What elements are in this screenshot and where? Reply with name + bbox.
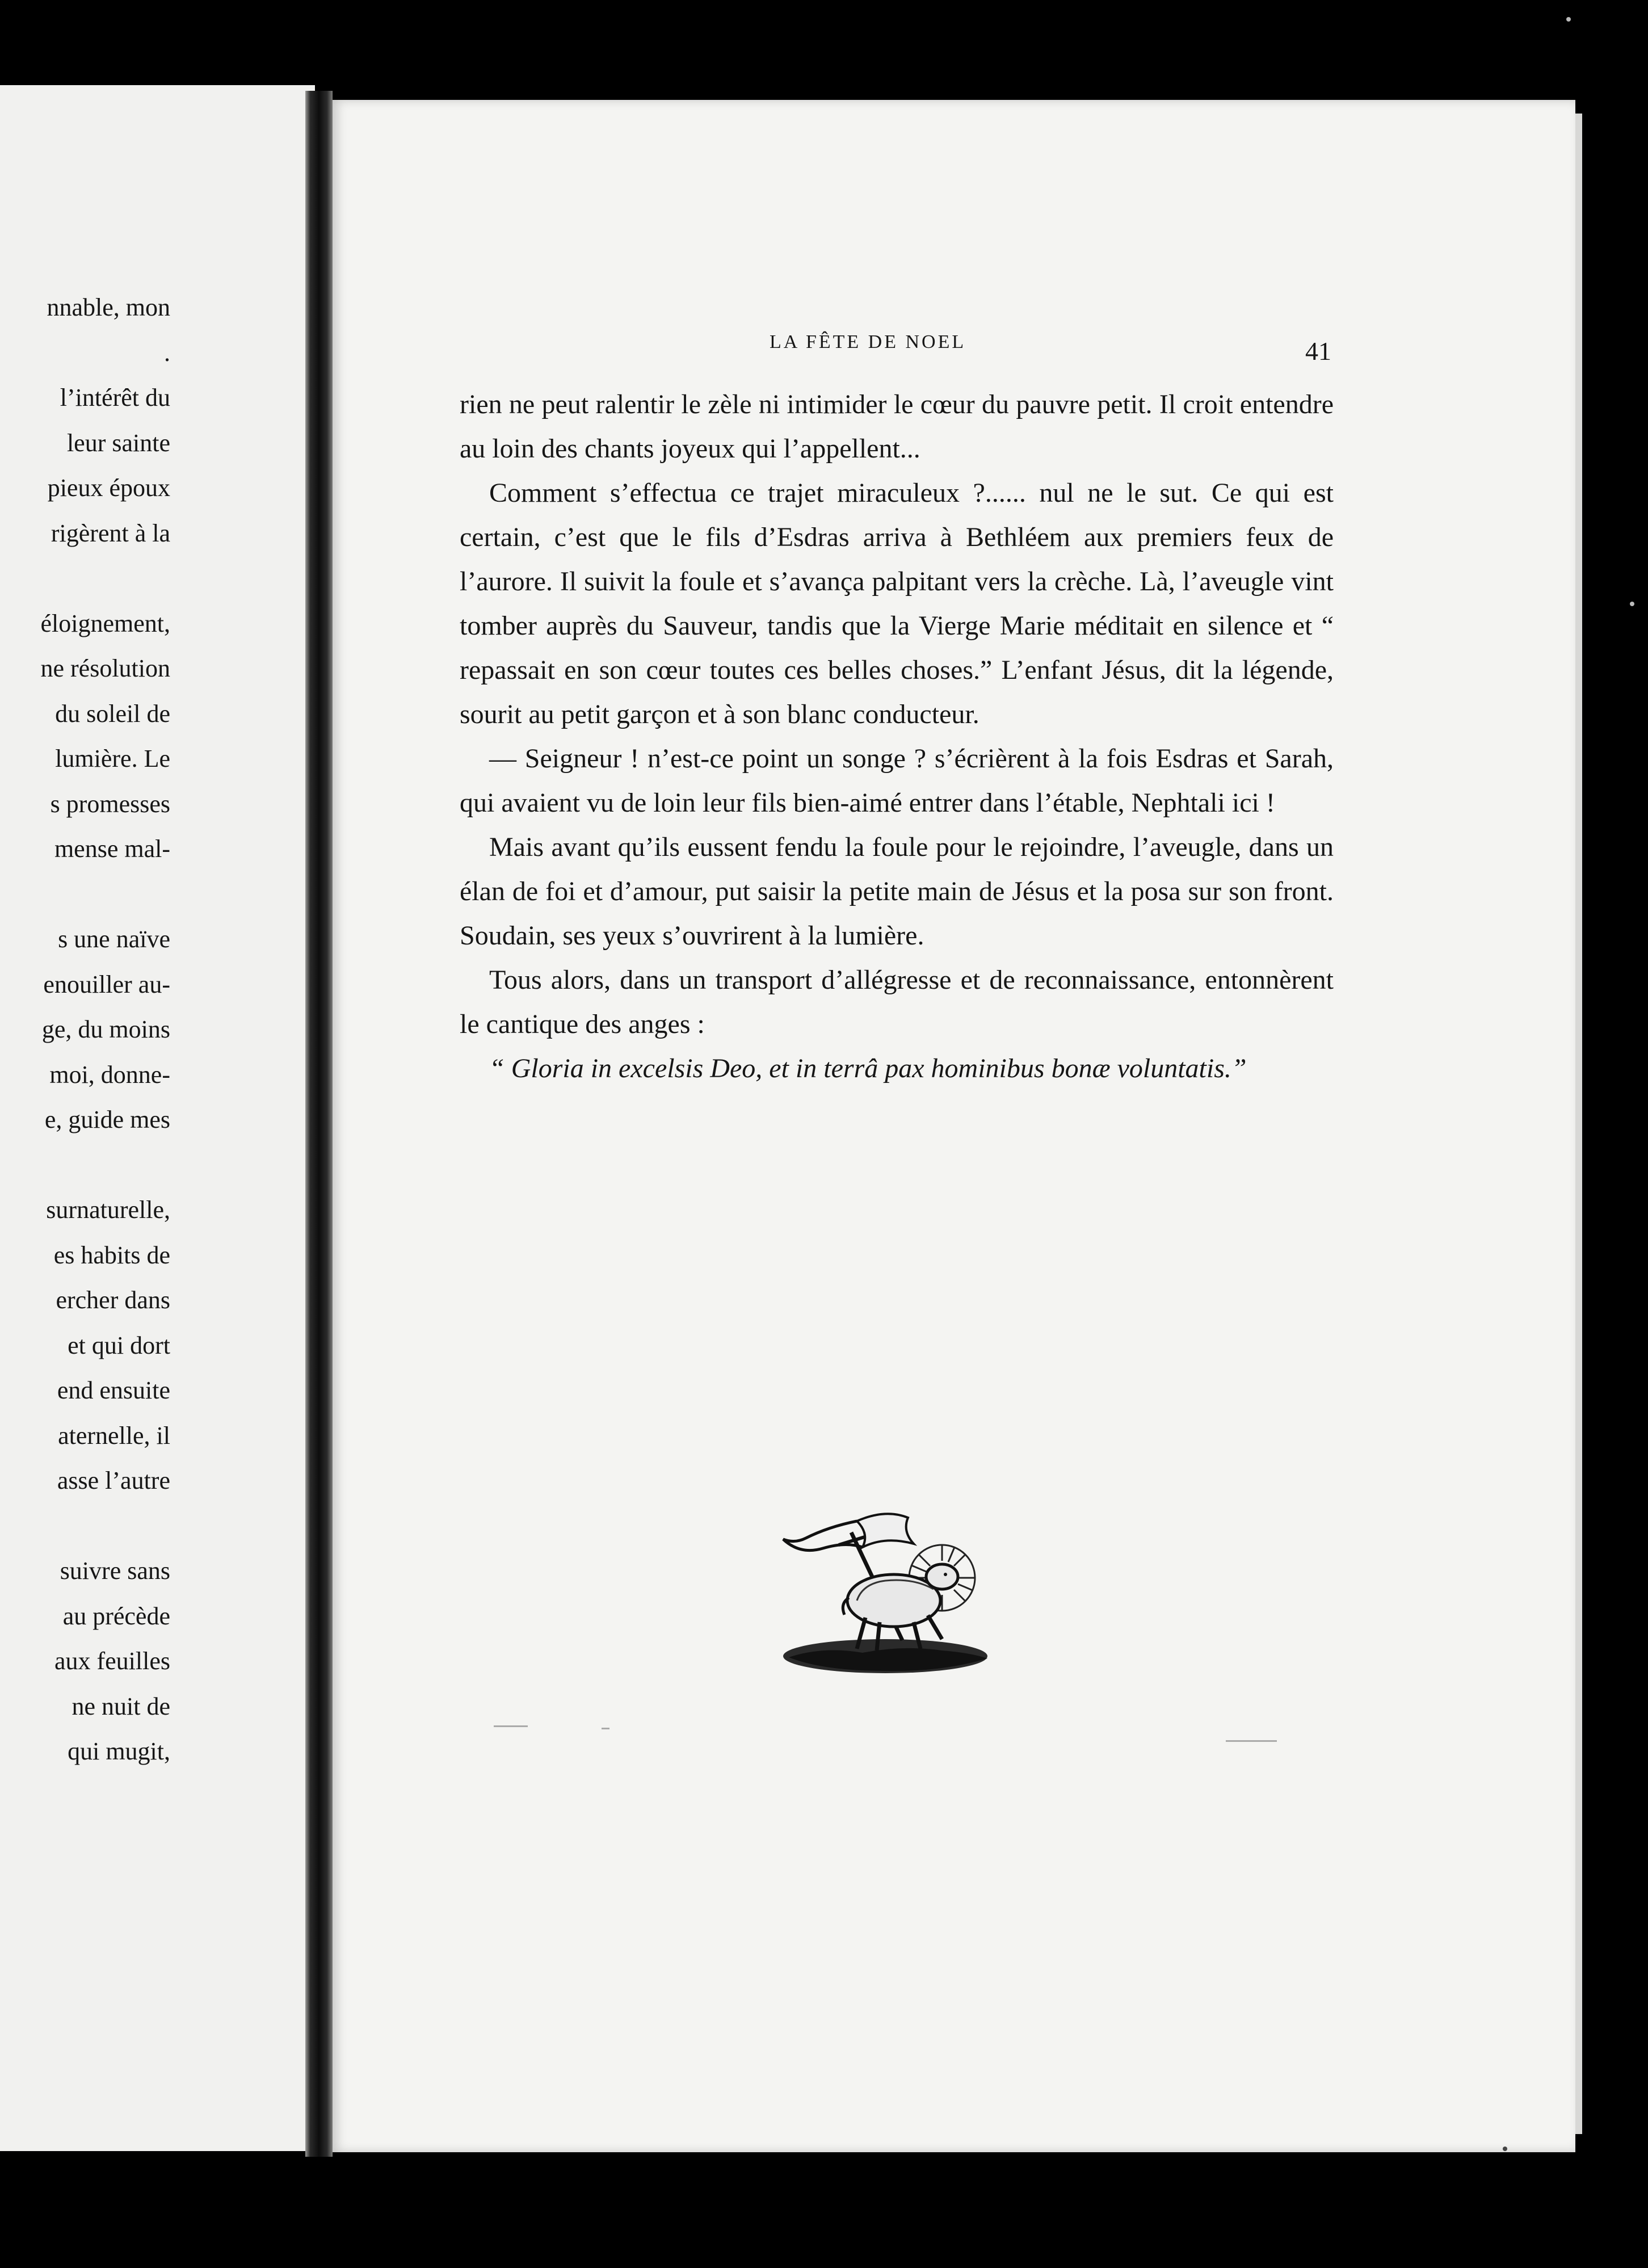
latin-quote: “ Gloria in excelsis Deo, et in terrâ pax hominibus bonæ voluntatis.”: [489, 1053, 1247, 1083]
paragraph-2: Comment s’effectua ce trajet miraculeux ?...... nul ne le sut. Ce qui est certain, c’est que le fils d’Esdras arriva à Bethléem aux premiers feux de l’aurore. Il suivit la foule et s’avança palpitant vers la crèche. Là, l’aveugle vint tomber auprès du Sauveur, tandis que la Vierge Marie méditait en silence et “ repassait en son cœur toutes ces belles choses.” L’enfant Jésus, dit la légende, sourit au petit garçon et à son blanc conducteur.: [460, 478, 1334, 729]
left-page-line: moi, donne-: [49, 1060, 170, 1089]
left-page-line: aternelle, il: [58, 1421, 170, 1450]
page-speck: [602, 1728, 609, 1729]
left-page-line: pieux époux: [47, 474, 170, 502]
left-page-line: ne nuit de: [72, 1692, 170, 1720]
paragraph-5: Tous alors, dans un transport d’allégresse et de reconnaissance, entonnèrent le cantique des anges :: [460, 965, 1334, 1039]
scan-speck: [1566, 17, 1571, 22]
left-page-line: enouiller au-: [43, 970, 170, 998]
left-page-line: asse l’autre: [57, 1467, 170, 1494]
agnus-dei-lamb-icon: [772, 1504, 999, 1686]
left-page-line: s une naïve: [58, 925, 170, 953]
left-page-line: mense mal-: [54, 835, 170, 863]
page-speck: [1226, 1740, 1277, 1742]
left-page-line: éloignement,: [40, 609, 170, 637]
left-page-line: es habits de: [53, 1241, 170, 1269]
left-page-line: au précède: [62, 1602, 170, 1630]
left-page-line: end ensuite: [57, 1376, 170, 1404]
paragraph-4: Mais avant qu’ils eussent fendu la foule pour le rejoindre, l’aveugle, dans un élan de foi et d’amour, put saisir la petite main de Jésus et la posa sur son front. Soudain, ses yeux s’ouvrirent à la lumière.: [460, 832, 1334, 951]
left-page-line: .: [164, 338, 170, 367]
left-page-line: nnable, mon: [47, 293, 170, 321]
paragraph-1: rien ne peut ralentir le zèle ni intimider le cœur du pauvre petit. Il croit entendre au loin des chants joyeux qui l’appellent...: [460, 389, 1334, 464]
left-page-line: s promesses: [50, 789, 170, 818]
left-page-line: aux feuilles: [54, 1647, 170, 1675]
paragraph-3: — Seigneur ! n’est-ce point un songe ? s’écrièrent à la fois Esdras et Sarah, qui avaient vu de loin leur fils bien-aimé entrer dans l’étable, Nephtali ici !: [460, 744, 1334, 818]
left-page-line: l’intérêt du: [60, 384, 170, 411]
page-edge: [1575, 114, 1582, 2134]
body-text: [460, 383, 1334, 1091]
left-page-line: qui mugit,: [68, 1737, 170, 1765]
left-page-line: lumière. Le: [55, 745, 170, 772]
left-page-line: du soleil de: [55, 699, 170, 728]
page-speck: [1503, 2147, 1507, 2151]
left-page-line: surnaturelle,: [46, 1196, 170, 1224]
left-page-line: e, guide mes: [44, 1106, 170, 1133]
scan-speck: [1630, 602, 1634, 606]
book-gutter: [305, 91, 333, 2157]
page-speck: [494, 1725, 528, 1727]
left-page: [0, 85, 315, 2151]
left-page-line: ne résolution: [40, 654, 170, 682]
left-page-line: rigèrent à la: [51, 519, 170, 547]
left-page-line: et qui dort: [68, 1331, 170, 1359]
left-page-line: ercher dans: [56, 1286, 170, 1314]
running-head: LA FÊTE DE NOEL: [770, 331, 966, 352]
left-page-line: ge, du moins: [41, 1015, 170, 1043]
left-page-line: suivre sans: [60, 1557, 170, 1585]
page-number: 41: [1305, 337, 1331, 366]
left-page-line: leur sainte: [66, 429, 170, 457]
